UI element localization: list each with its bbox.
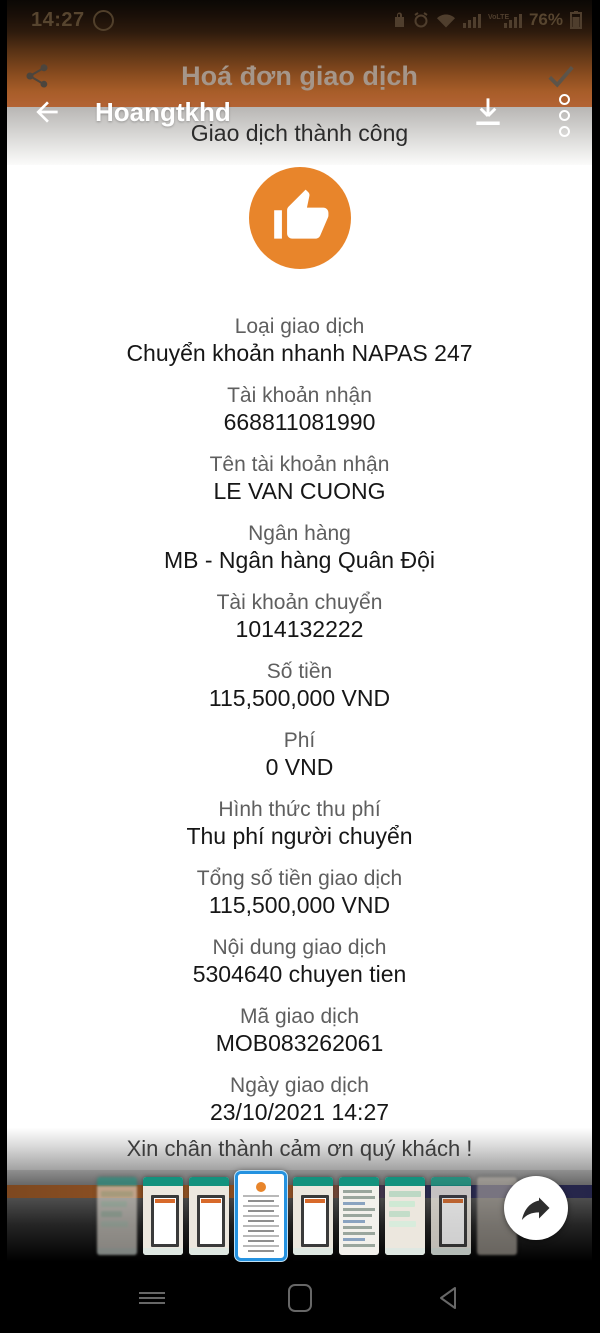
- alarm-icon: [413, 12, 429, 28]
- field-label: Mã giao dịch: [239, 1005, 360, 1028]
- field-value: 0 VND: [265, 754, 334, 780]
- field-value: 23/10/2021 14:27: [209, 1099, 390, 1125]
- wifi-icon: [436, 13, 456, 28]
- status-time: 14:27: [31, 8, 85, 31]
- thumbs-up-icon: [269, 187, 331, 249]
- field-value: 5304640 chuyen tien: [192, 961, 407, 987]
- viewed-receipt-image[interactable]: [7, 0, 592, 1262]
- more-vert-icon[interactable]: [557, 92, 572, 139]
- android-nav-bar: [0, 1262, 600, 1333]
- gallery-viewer-bar: [7, 92, 592, 136]
- battery-icon: [570, 11, 582, 29]
- filmstrip-thumbnail[interactable]: [431, 1177, 471, 1255]
- field-value: 1014132222: [235, 616, 364, 642]
- field-label: Ngày giao dịch: [230, 1074, 369, 1097]
- filmstrip-thumbnail[interactable]: [97, 1177, 137, 1255]
- field-value: 668811081990: [223, 409, 376, 435]
- signal-icon: [463, 13, 481, 28]
- volte-icon: [488, 12, 522, 28]
- receipt-field: [164, 520, 435, 574]
- back-icon[interactable]: [433, 1283, 463, 1313]
- receipt-field: [216, 1003, 384, 1057]
- gallery-sender-name: Hoangtkhd: [95, 97, 231, 127]
- thank-you-note: Xin chân thành cảm ơn quý khách !: [126, 1136, 473, 1161]
- filmstrip: [7, 1170, 592, 1262]
- receipt-field: [224, 382, 376, 436]
- field-label: Ngân hàng: [248, 522, 351, 545]
- success-badge: [249, 167, 351, 269]
- field-value: 115,500,000 VND: [208, 892, 391, 918]
- receipt-field: [217, 589, 383, 643]
- receipt-field: [126, 313, 472, 367]
- svg-text:VoLTE: VoLTE: [487, 14, 510, 21]
- receipt-fields: [7, 313, 592, 1126]
- receipt-field: [197, 865, 402, 919]
- field-label: Tài khoản nhận: [227, 384, 372, 407]
- field-label: Loại giao dịch: [234, 315, 365, 338]
- filmstrip-thumbnail[interactable]: [385, 1177, 425, 1255]
- share-button[interactable]: [504, 1176, 568, 1240]
- transaction-status-title: Giao dịch thành công: [190, 120, 409, 146]
- filmstrip-thumbnail-selected[interactable]: [235, 1171, 287, 1261]
- field-value: MB - Ngân hàng Quân Đội: [163, 547, 436, 573]
- receipt-bottom-fade: [7, 1128, 592, 1170]
- status-bar: [31, 6, 582, 34]
- home-icon[interactable]: [285, 1283, 315, 1313]
- filmstrip-thumbnail[interactable]: [189, 1177, 229, 1255]
- recents-icon[interactable]: [137, 1283, 167, 1313]
- field-value: Chuyển khoản nhanh NAPAS 247: [126, 340, 473, 366]
- receipt-field: [186, 796, 412, 850]
- receipt-field: [266, 727, 334, 781]
- field-value: 115,500,000 VND: [208, 685, 391, 711]
- receipt-field: [210, 1072, 389, 1126]
- receipt-field: [193, 934, 407, 988]
- battery-percent: 76%: [528, 10, 563, 29]
- share-forward-icon: [518, 1190, 554, 1226]
- field-label: Tên tài khoản nhận: [209, 453, 390, 476]
- filmstrip-thumbnail[interactable]: [143, 1177, 183, 1255]
- filmstrip-thumbnails: [97, 1171, 517, 1261]
- receipt-app-header: [23, 57, 576, 95]
- field-label: Hình thức thu phí: [218, 798, 381, 821]
- field-label: Nội dung giao dịch: [212, 936, 387, 959]
- receipt-field: [210, 451, 390, 505]
- filmstrip-thumbnail[interactable]: [339, 1177, 379, 1255]
- download-icon[interactable]: [470, 94, 506, 132]
- sim-icon: [393, 12, 406, 28]
- field-value: MOB083262061: [215, 1030, 384, 1056]
- receipt-app-title: Hoá đơn giao dịch: [181, 60, 418, 91]
- filmstrip-thumbnail[interactable]: [293, 1177, 333, 1255]
- field-label: Tổng số tiền giao dịch: [196, 867, 403, 890]
- receipt-field: [209, 658, 390, 712]
- field-value: LE VAN CUONG: [213, 478, 386, 504]
- field-label: Tài khoản chuyển: [216, 591, 383, 614]
- whatsapp-icon: [93, 10, 114, 31]
- field-label: Số tiền: [266, 660, 333, 683]
- back-arrow-icon[interactable]: [31, 96, 63, 128]
- field-label: Phí: [283, 729, 316, 752]
- field-value: Thu phí người chuyển: [186, 823, 413, 849]
